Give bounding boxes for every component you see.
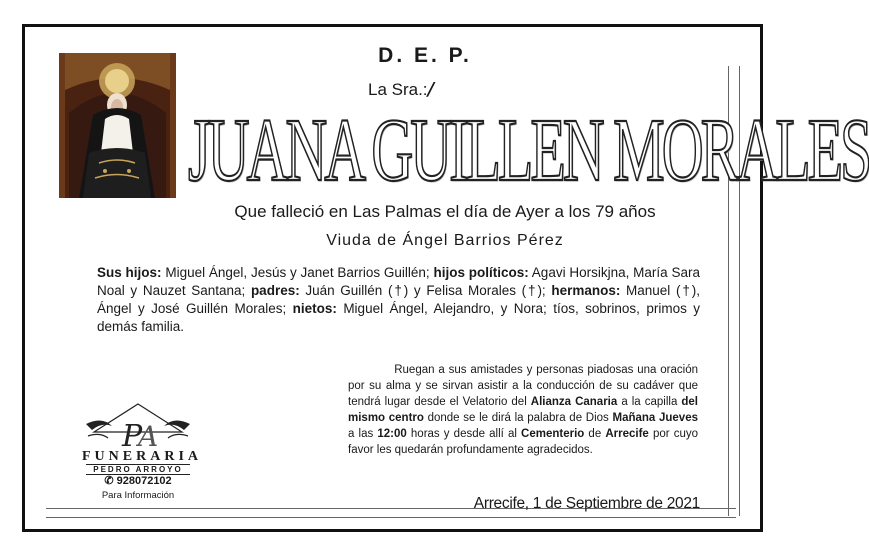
- hijos-text: Miguel Ángel, Jesús y Janet Barrios Guillén;: [161, 265, 434, 280]
- politicos-text: Agavi Horsikjna, María Sara Noal y Nauzet Santana;: [97, 265, 700, 298]
- sra-label: [368, 79, 434, 100]
- logo-phone: [82, 475, 194, 488]
- logo-funeraria: FUNERARIA: [82, 449, 202, 464]
- ruegan-t3: donde se le dirá la palabra de Dios: [423, 412, 613, 424]
- ruegan-t1: Ruegan a sus amistades y personas piadosas una oración por su alma y se sirvan asistir a la conducción de su cadáver que tendrá lugar desde el Velatorio del: [348, 364, 699, 408]
- funeral-details: [348, 362, 698, 458]
- widow-line: Viuda de Ángel Barrios Pérez: [326, 232, 564, 249]
- dep-heading: D. E. P.: [378, 44, 472, 67]
- svg-text:P: P: [122, 419, 143, 454]
- ruegan-t5: horas y desde allí al: [406, 428, 522, 440]
- hermanos-text: Manuel (†), Ángel y José Guillén Morales;: [97, 283, 701, 316]
- ruegan-b6: Arrecife: [605, 428, 649, 440]
- ruegan-t4: a las: [348, 428, 378, 440]
- ruegan-t6: de: [584, 428, 606, 440]
- death-line: Que falleció en Las Palmas el día de Ayer a los 79 años: [234, 202, 656, 221]
- politicos-label: hijos políticos:: [433, 265, 529, 280]
- ruegan-b1: Alianza Canaria: [530, 396, 618, 408]
- sra-prefix: La Sra.:: [368, 80, 428, 99]
- ruegan-b4: 12:00: [377, 428, 407, 440]
- logo-info: Para Información: [101, 490, 175, 501]
- logo-phone-number: 928072102: [116, 475, 172, 487]
- ruegan-t7: por cuyo favor les quedarán profundamente agradecidos.: [348, 428, 698, 456]
- deceased-name: JUANA GUILLEN MORALES: [188, 99, 869, 201]
- hijos-label: Sus hijos:: [97, 265, 162, 280]
- ruegan-b2: del mismo centro: [348, 396, 698, 424]
- pa-monogram-icon: [82, 402, 194, 454]
- ruegan-b3: Mañana Jueves: [612, 412, 698, 424]
- family-paragraph: [97, 264, 700, 336]
- ruegan-b5: Cementerio: [521, 428, 585, 440]
- date-line: Arrecife, 1 de Septiembre de 2021: [473, 495, 700, 512]
- hermanos-label: hermanos:: [551, 283, 621, 298]
- padres-label: padres:: [250, 283, 300, 298]
- logo-pedro-arroyo: PEDRO ARROYO: [86, 464, 190, 475]
- funeraria-logo: [82, 402, 202, 502]
- svg-text:A: A: [138, 420, 159, 453]
- virgin-image: [59, 53, 176, 198]
- ruegan-t2: a la capilla: [617, 396, 682, 408]
- nietos-label: nietos:: [292, 301, 337, 316]
- padres-text: Juán Guillén (†) y Felisa Morales (†);: [299, 283, 552, 298]
- sra-mark: /: [427, 79, 435, 100]
- nietos-text: Miguel Ángel, Alejandro, y Nora; tíos, sobrinos, primos y demás familia.: [97, 301, 700, 334]
- phone-icon: ✆: [104, 475, 117, 487]
